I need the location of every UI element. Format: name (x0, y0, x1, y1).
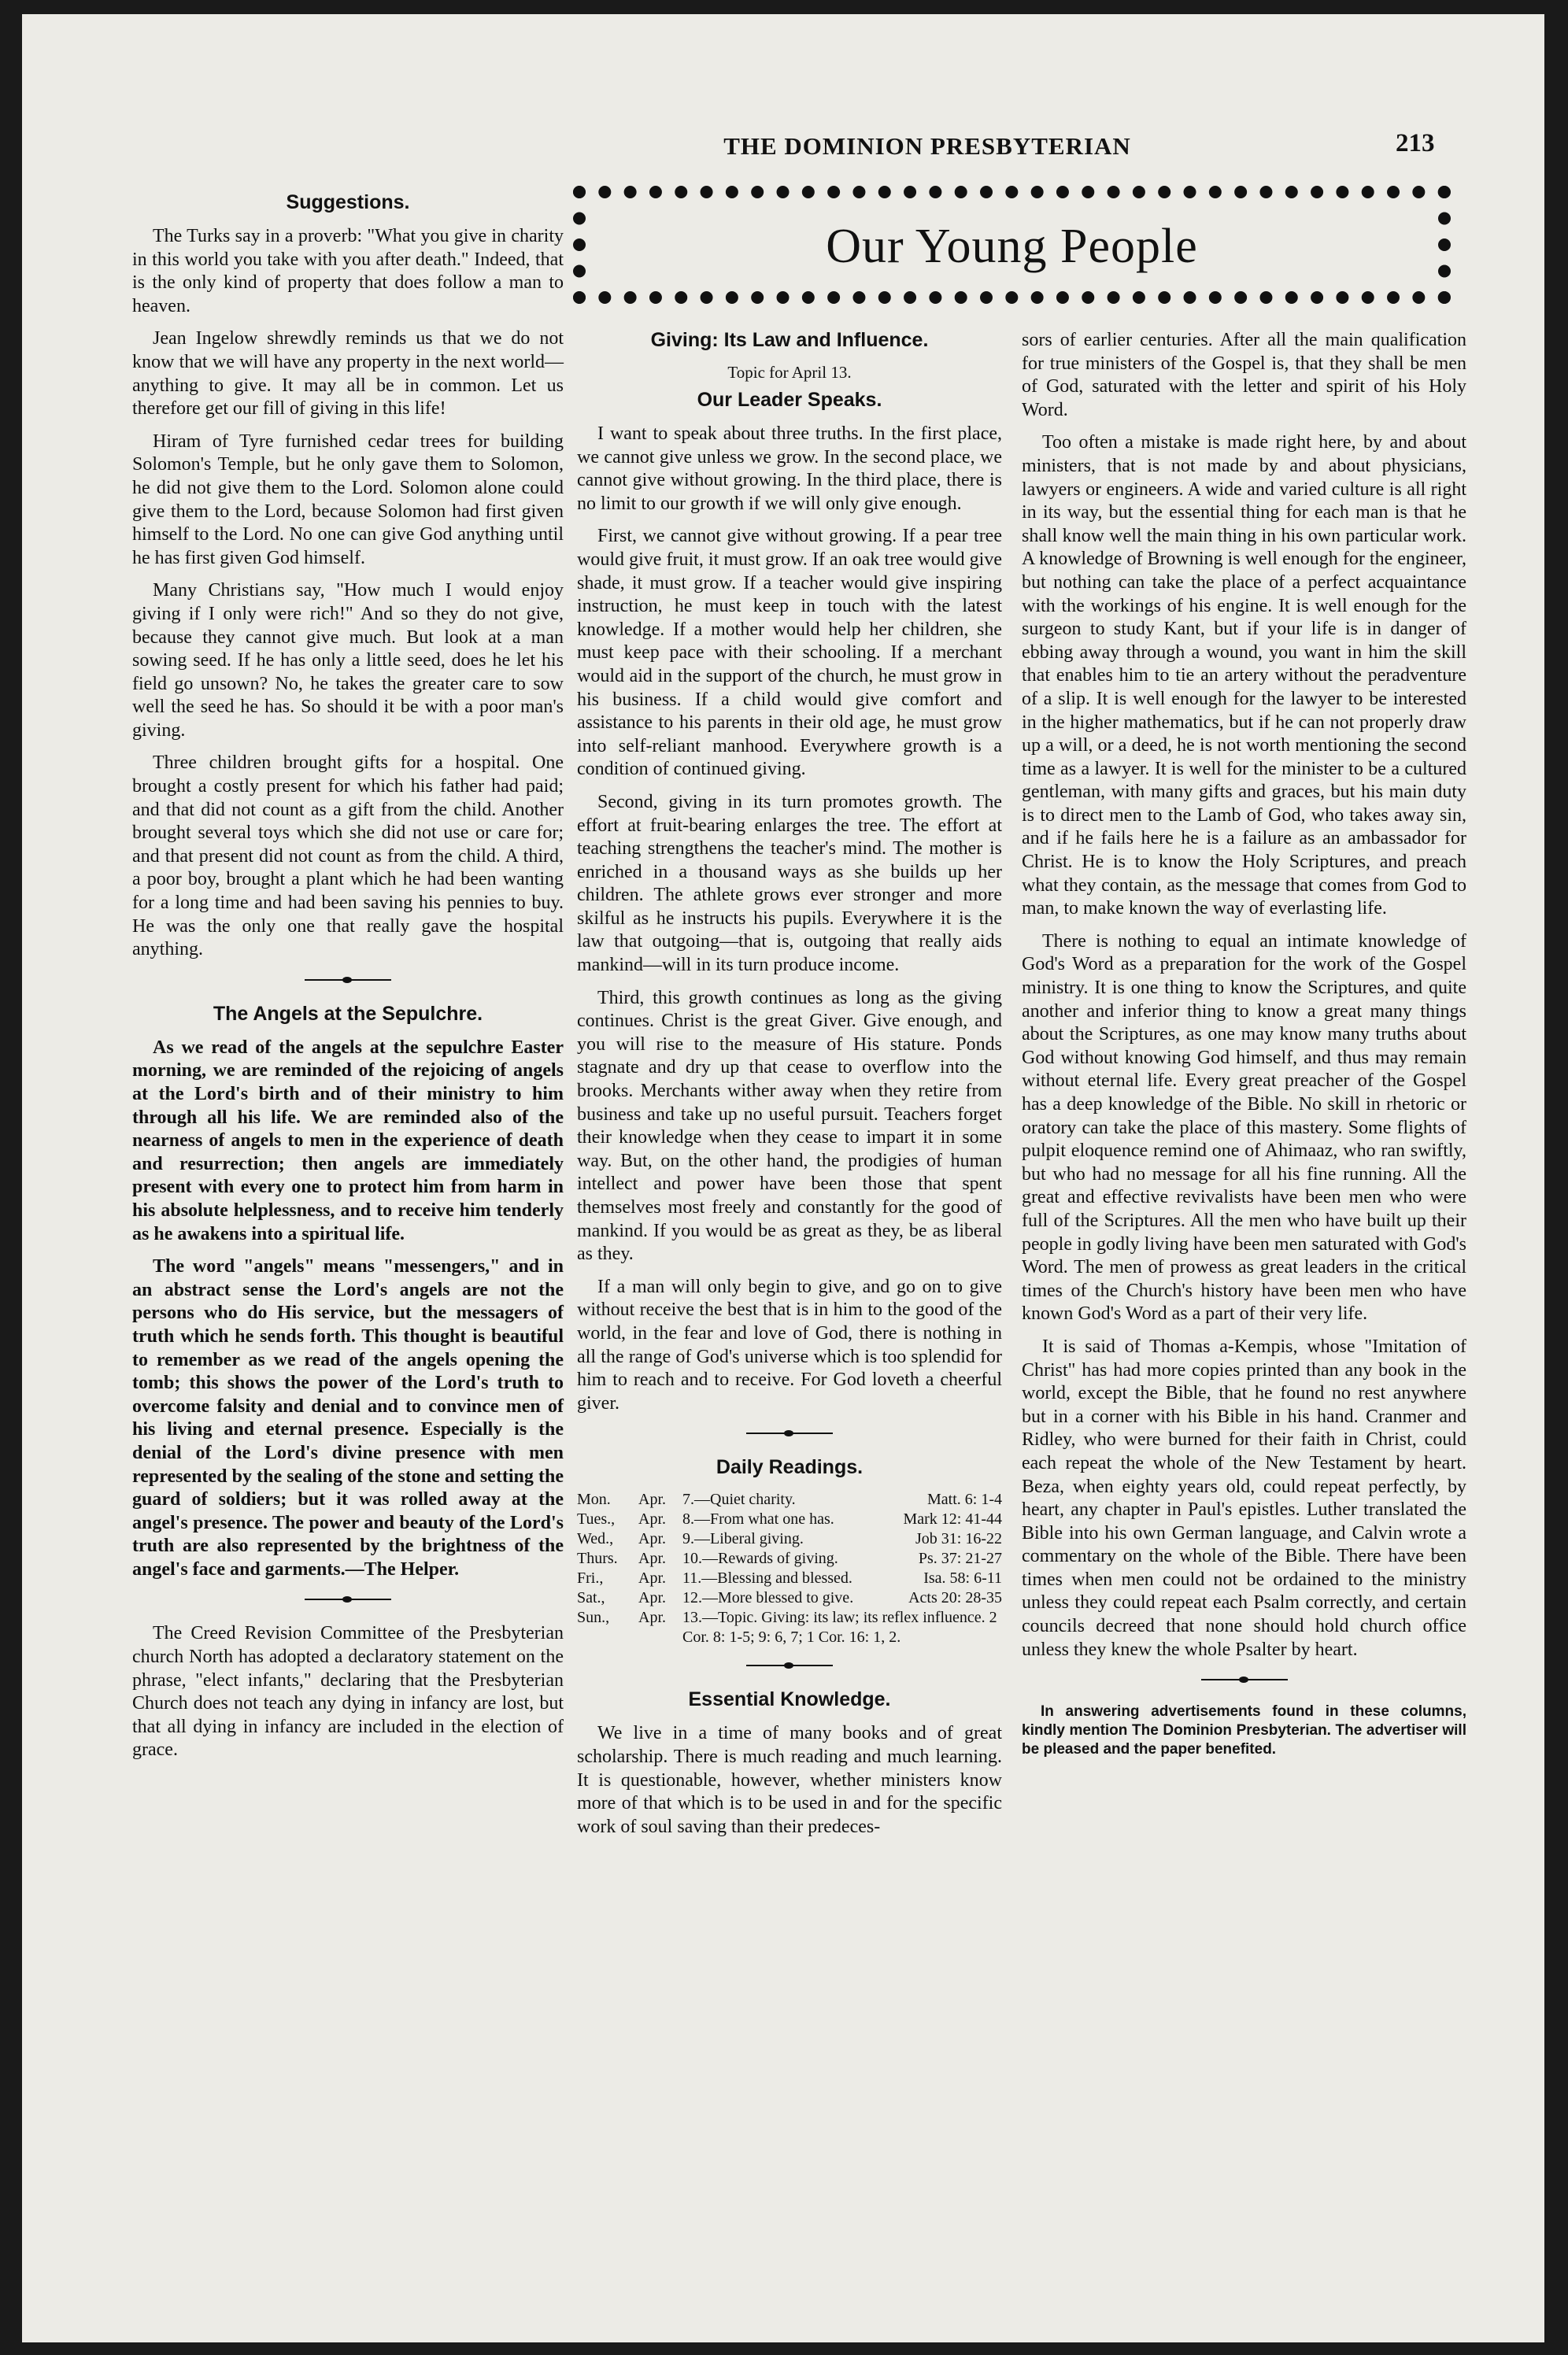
reading-day: Tues., (577, 1510, 616, 1529)
right-column (1022, 329, 1466, 1759)
readings-list (577, 1490, 1002, 1647)
paragraph: Second, giving in its turn promotes growth. The effort at fruit-bearing enlarges the tree. The effort at teaching strengthens the teacher's mind. The mother is enriched in a thousand ways as she builds up her children. The athlete grows ever stronger and more skilful as he instructs his pupils. Everywhere it is the law that outgoing—that is, outgoing that really aids mankind—will in its turn produce income. (577, 791, 1002, 976)
reading-text: 11.—Blessing and blessed. (682, 1569, 852, 1588)
reading-row (577, 1490, 1002, 1510)
advertisement-notice: In answering advertisements found in these columns, kindly mention The Dominion Presbyterian. The advertiser will be pleased and the paper benefited. (1022, 1703, 1466, 1758)
paragraph: Third, this growth continues as long as the giving continues. Christ is the great Giver. Give enough, and you will rise to the measure of His stature. Ponds stagnate and dry up that cease to overflow into the brooks. Merchants wither away when they retire from business and take up no useful pursuit. Teachers forget their knowledge when they cease to impart it in some way. But, on the other hand, the prodigies of human intellect and power have been those that spent themselves most freely and constantly for the good of mankind. If you would be as great as they, be as liberal as they. (577, 987, 1002, 1265)
reading-row (577, 1588, 1002, 1608)
paragraph: Hiram of Tyre furnished cedar trees for building Solomon's Temple, but he only gave them to Solomon, he did not give them to the Lord. Solomon alone could give them to the Lord, because Solomon had first given himself to the Lord. No one can give God anything until he has first given God himself. (132, 431, 564, 568)
page-number: 213 (1396, 129, 1435, 157)
reading-row (577, 1529, 1002, 1549)
paragraph: It is said of Thomas a-Kempis, whose "Imitation of Christ" has had more copies printed than any book in the world, except the Bible, that he found no rest anywhere but in a corner with his Bible in his hand. Cranmer and Ridley, who were burned for their faith in Christ, could each repeat the whole of the New Testament by heart. Beza, when eighty years old, could repeat perfectly, by heart, any chapter in Paul's epistles. Luther translated the Bible into his own German language, and Calvin wrote a commentary on the whole of the Bible. There have been times when men could not be ordained to the ministry unless they could repeat each Psalm correctly, and certain councils decreed that none should hold church office unless they knew the whole Psalter by heart. (1022, 1336, 1466, 1660)
paragraph: Many Christians say, "How much I would enjoy giving if I only were rich!" And so they do not give, because they cannot give much. But look at a man sowing seed. If he has only a little seed, does he let his field go unsown? No, he takes the greater care to sow well the seed he has. So should it be with a poor man's giving. (132, 580, 564, 741)
running-head: THE DOMINION PRESBYTERIAN (723, 132, 1131, 160)
reading-day: Fri., (577, 1569, 604, 1588)
reading-reference: Isa. 58: 6-11 (923, 1569, 1002, 1588)
leader-subheading: Our Leader Speaks. (697, 389, 882, 411)
section-divider (1201, 1679, 1288, 1680)
angels-heading: The Angels at the Sepulchre. (213, 1002, 483, 1025)
section-banner (573, 186, 1451, 304)
reading-month: Apr. (638, 1510, 666, 1529)
paragraph: Too often a mistake is made right here, by and about ministers, that is not made by and about physicians, lawyers or engineers. A wide and varied culture is all right in its way, but the essential thing for each man is that he shall know well the main thing in his own particular work. A knowledge of Browning is well enough for the engineer, but nothing can take the place of a perfect acquaintance with the workings of his engine. It is well enough for the surgeon to study Kant, but if your life is in danger of ebbing away through a wound, you want in him the skill that enables him to tie an artery without the peradventure of a slip. It is well enough for the lawyer to be interested in the higher mathematics, but if he can not properly draw up a will, or a deed, he is not worth mentioning the second time as a lawyer. It is well for the minister to be a cultured gentleman, with many gifts and graces, but his main duty is to direct men to the Lamb of God, who takes away sin, and if he fails here he is a failure as an ambassador for Christ. He is to know the Holy Scriptures, and preach what they contain, as the message that comes from God to man, to make known the way of everlasting life. (1022, 432, 1466, 919)
readings-heading: Daily Readings. (716, 1456, 864, 1479)
paragraph: As we read of the angels at the sepulchre Easter morning, we are reminded of the rejoicing of angels at the Lord's birth and of their ministry to him through all his life. We are reminded also of the nearness of angels to men in the experience of death and resurrection; then angels are immediately present with every one to protect him from harm in his absolute helplessness, and to receive him tenderly as he awakens into a spiritual life. (132, 1037, 564, 1244)
section-divider (305, 1599, 391, 1600)
paragraph: sors of earlier centuries. After all the main qualification for true ministers of the Gospel is, that they shall be men of God, saturated with the letter and spirit of his Holy Word. (1022, 330, 1466, 420)
reading-month: Apr. (638, 1589, 666, 1607)
paragraph: The Turks say in a proverb: "What you give in charity in this world you take with you after death." Indeed, that is the only kind of property that does follow a man to heaven. (132, 226, 564, 316)
reading-month: Apr. (638, 1530, 666, 1548)
paragraph: First, we cannot give without growing. If a pear tree would give fruit, it must grow. If an oak tree would give shade, it must grow. If a teacher would give inspiring instruction, he must keep in touch with the latest knowledge. If a mother would help her children, she must keep pace with their schooling. If a merchant would aid in the support of the church, he must grow in his business. If a child would give comfort and assistance to his parents in their old age, he must grow into self-reliant manhood. Everywhere growth is a condition of continued giving. (577, 526, 1002, 780)
paragraph: I want to speak about three truths. In the first place, we cannot give unless we grow. In the second place, we cannot give without growing. In the third place, there is no limit to our growth if we will only give enough. (577, 423, 1002, 514)
reading-text: 9.—Liberal giving. (682, 1530, 804, 1548)
paragraph: The word "angels" means "messengers," and in an abstract sense the Lord's angels are not the persons who do His service, but the messagers of truth which he sends forth. This thought is beautiful to remember as we read of the angels opening the tomb; this shows the power of the Lord's truth to overcome falsity and denial and to convince men of his living and eternal presence. Especially is the denial of the Lord's divine presence with men represented by the sealing of the stone and setting the guard of soldiers; but it was rolled away at the angel's presence. The power and beauty of the Lord's truth are also represented by the brightness of the angel's face and garments.—The Helper. (132, 1256, 564, 1580)
reading-month: Apr. (638, 1491, 666, 1509)
reading-reference: Ps. 37: 21-27 (918, 1550, 1002, 1568)
reading-month: Apr. (638, 1569, 666, 1588)
newspaper-page (22, 14, 1544, 2342)
paragraph: Three children brought gifts for a hospital. One brought a costly present for which his father had paid; and that did not count as a gift from the child. Another brought several toys which she did not use or care for; and that present did not count as from the child. A third, a poor boy, brought a plant which he had been wanting for a long time and had been saving his pennies to buy. He was the only one that really gave the hospital anything. (132, 752, 564, 960)
section-divider (746, 1665, 833, 1666)
paragraph: Jean Ingelow shrewdly reminds us that we do not know that we will have any property in the next world—anything to give. It may all be in common. Let us therefore get our fill of giving in this life! (132, 328, 564, 420)
reading-reference: Job 31: 16-22 (915, 1530, 1002, 1548)
reading-row (577, 1549, 1002, 1569)
reading-row (577, 1608, 1002, 1647)
reading-month: Apr. (638, 1609, 666, 1627)
reading-text: 8.—From what one has. (682, 1510, 834, 1529)
topic-line: Topic for April 13. (727, 363, 852, 382)
suggestions-heading: Suggestions. (286, 191, 410, 213)
paragraph: If a man will only begin to give, and go on to give without receive the best that is in him to the good of the world, in the fear and love of God, there is nothing in all the range of God's universe which is too splendid for him to reach and to receive. For God loveth a cheerful giver. (577, 1276, 1002, 1414)
reading-reference: Matt. 6: 1-4 (927, 1491, 1002, 1509)
giving-heading: Giving: Its Law and Influence. (650, 329, 929, 351)
paragraph: The Creed Revision Committee of the Presbyterian church North has adopted a declaratory statement on the phrase, "elect infants," declaring that the Presbyterian Church does not teach any dying in infancy are lost, but that all dying in infancy are included in the election of grace. (132, 1623, 564, 1761)
reading-reference: Acts 20: 28-35 (908, 1589, 1002, 1607)
paragraph: There is nothing to equal an intimate knowledge of God's Word as a preparation for the work of the Gospel ministry. It is one thing to know the Scriptures, and quite another and inferior thing to know a great many things about the Scriptures, as one may know many truths about God without knowing God himself, and thus may remain without eternal life. Every great preacher of the Gospel has a deep knowledge of the Bible. No skill in rhetoric or oratory can take the place of this mastery. Some flights of pulpit eloquence remind one of Ahimaaz, who ran swiftly, but who had no message for all his fine running. All the great and effective revivalists have been men who were full of the Scriptures. All the men who have built up their people in godly living have been men saturated with God's Word. The men of prowess as great leaders in the critical times of the Church's history have been men who have known God's Word as a part of their very life. (1022, 930, 1466, 1325)
reading-day: Sun., (577, 1609, 610, 1627)
reading-text: 12.—More blessed to give. (682, 1589, 854, 1607)
reading-row (577, 1510, 1002, 1529)
reading-day: Mon. (577, 1491, 611, 1509)
reading-text: 10.—Rewards of giving. (682, 1550, 838, 1568)
reading-day: Wed., (577, 1530, 614, 1548)
reading-month: Apr. (638, 1550, 666, 1568)
section-divider (746, 1433, 833, 1434)
essential-heading: Essential Knowledge. (688, 1688, 891, 1711)
reading-text: 7.—Quiet charity. (682, 1491, 796, 1509)
left-column (132, 191, 564, 1772)
section-divider (305, 979, 391, 981)
reading-text: 13.—Topic. Giving: its law; its reflex influence. 2 Cor. 8: 1-5; 9: 6, 7; 1 Cor. 16: 1, 2. (682, 1609, 997, 1647)
reading-row (577, 1569, 1002, 1588)
reading-reference: Mark 12: 41-44 (903, 1510, 1002, 1529)
paragraph: We live in a time of many books and of great scholarship. There is much reading and much learning. It is questionable, however, whether ministers know more of that which is to be used in and for the specific work of soul saving than their predeces- (577, 1723, 1002, 1837)
reading-day: Sat., (577, 1589, 605, 1607)
reading-day: Thurs. (577, 1550, 618, 1568)
middle-column (577, 329, 1002, 1848)
banner-title: Our Young People (826, 220, 1198, 273)
